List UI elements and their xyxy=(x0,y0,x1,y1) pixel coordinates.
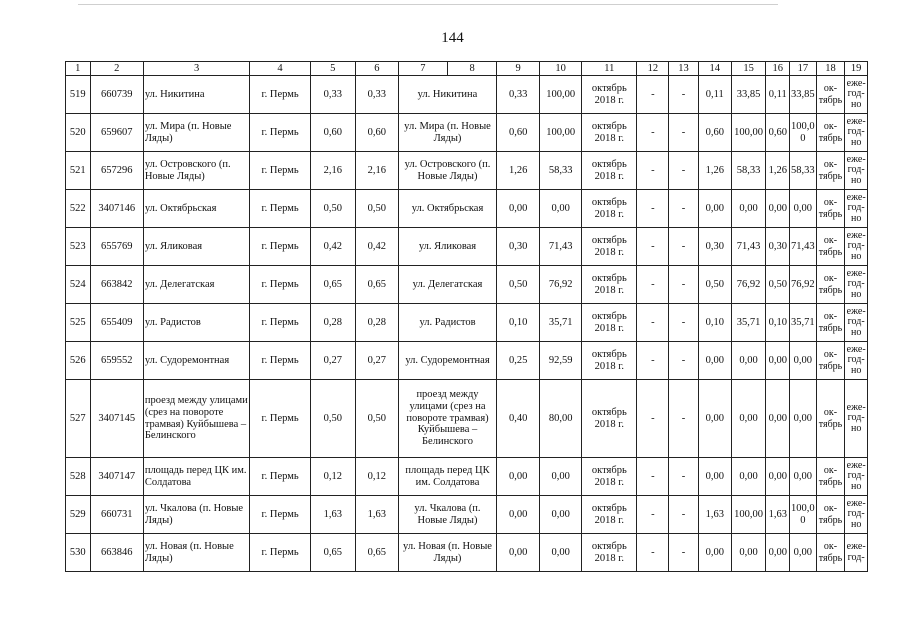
cell-c10: 0,00 xyxy=(540,496,582,534)
table-row xyxy=(66,152,868,190)
cell-c1: 519 xyxy=(66,76,91,114)
cell-c2: 655769 xyxy=(90,228,143,266)
cell-c15: 76,92 xyxy=(731,266,766,304)
cell-c4: г. Пермь xyxy=(250,114,310,152)
cell-c14: 0,00 xyxy=(698,380,731,458)
cell-c5: 0,60 xyxy=(310,114,355,152)
cell-c1: 521 xyxy=(66,152,91,190)
cell-c11: октябрь 2018 г. xyxy=(582,458,637,496)
cell-c15: 0,00 xyxy=(731,458,766,496)
cell-c3: ул. Чкалова (п. Новые Ляды) xyxy=(143,496,250,534)
cell-c3: ул. Новая (п. Новые Ляды) xyxy=(143,534,250,572)
cell-c17: 100,0 0 xyxy=(790,114,817,152)
cell-c4: г. Пермь xyxy=(250,266,310,304)
cell-c2: 663846 xyxy=(90,534,143,572)
cell-c2: 660731 xyxy=(90,496,143,534)
cell-c11: октябрь 2018 г. xyxy=(582,380,637,458)
header-cell-4: 4 xyxy=(250,62,310,76)
top-rule xyxy=(78,4,778,5)
cell-c9: 0,00 xyxy=(497,190,540,228)
cell-c12: - xyxy=(637,228,669,266)
table-row xyxy=(66,190,868,228)
table-row xyxy=(66,534,868,572)
cell-c10: 0,00 xyxy=(540,458,582,496)
table-header-row xyxy=(66,62,868,76)
cell-c17: 33,85 xyxy=(790,76,817,114)
cell-c2: 659552 xyxy=(90,342,143,380)
cell-c19: еже-год-но xyxy=(845,76,868,114)
cell-c3: ул. Делегатская xyxy=(143,266,250,304)
table-row xyxy=(66,304,868,342)
cell-c9: 0,00 xyxy=(497,534,540,572)
table-row xyxy=(66,342,868,380)
cell-c7: ул. Мира (п. Новые Ляды) xyxy=(398,114,496,152)
cell-c15: 0,00 xyxy=(731,342,766,380)
cell-c14: 0,50 xyxy=(698,266,731,304)
page-number: 144 xyxy=(441,30,464,46)
cell-c19: еже-год-но xyxy=(845,152,868,190)
cell-c13: - xyxy=(669,496,699,534)
cell-c13: - xyxy=(669,534,699,572)
cell-c1: 527 xyxy=(66,380,91,458)
cell-c6: 0,60 xyxy=(355,114,398,152)
cell-c11: октябрь 2018 г. xyxy=(582,76,637,114)
cell-c19: еже-год-но xyxy=(845,228,868,266)
table-row xyxy=(66,458,868,496)
cell-c3: ул. Островского (п. Новые Ляды) xyxy=(143,152,250,190)
cell-c1: 525 xyxy=(66,304,91,342)
cell-c6: 1,63 xyxy=(355,496,398,534)
cell-c15: 35,71 xyxy=(731,304,766,342)
cell-c16: 0,10 xyxy=(766,304,790,342)
cell-c10: 0,00 xyxy=(540,534,582,572)
cell-c10: 100,00 xyxy=(540,76,582,114)
cell-c12: - xyxy=(637,380,669,458)
cell-c19: еже-год-но xyxy=(845,266,868,304)
cell-c12: - xyxy=(637,76,669,114)
cell-c12: - xyxy=(637,534,669,572)
cell-c9: 0,30 xyxy=(497,228,540,266)
cell-c9: 0,40 xyxy=(497,380,540,458)
cell-c1: 529 xyxy=(66,496,91,534)
cell-c1: 520 xyxy=(66,114,91,152)
cell-c18: ок-тябрь xyxy=(816,190,845,228)
table-row xyxy=(66,228,868,266)
cell-c17: 0,00 xyxy=(790,190,817,228)
table-row xyxy=(66,114,868,152)
cell-c5: 0,42 xyxy=(310,228,355,266)
cell-c7: площадь перед ЦК им. Солдатова xyxy=(398,458,496,496)
cell-c16: 0,30 xyxy=(766,228,790,266)
cell-c6: 0,12 xyxy=(355,458,398,496)
cell-c17: 35,71 xyxy=(790,304,817,342)
cell-c15: 58,33 xyxy=(731,152,766,190)
cell-c16: 0,00 xyxy=(766,380,790,458)
header-cell-2: 2 xyxy=(90,62,143,76)
header-cell-9: 9 xyxy=(497,62,540,76)
cell-c14: 1,26 xyxy=(698,152,731,190)
cell-c9: 0,60 xyxy=(497,114,540,152)
cell-c5: 2,16 xyxy=(310,152,355,190)
cell-c12: - xyxy=(637,266,669,304)
cell-c19: еже-год-но xyxy=(845,496,868,534)
cell-c10: 71,43 xyxy=(540,228,582,266)
cell-c2: 659607 xyxy=(90,114,143,152)
cell-c14: 0,30 xyxy=(698,228,731,266)
cell-c15: 100,00 xyxy=(731,114,766,152)
cell-c17: 0,00 xyxy=(790,342,817,380)
cell-c6: 0,65 xyxy=(355,534,398,572)
cell-c14: 0,10 xyxy=(698,304,731,342)
cell-c13: - xyxy=(669,114,699,152)
header-cell-19: 19 xyxy=(845,62,868,76)
cell-c19: еже-год- xyxy=(845,534,868,572)
header-cell-1: 1 xyxy=(66,62,91,76)
cell-c1: 526 xyxy=(66,342,91,380)
cell-c4: г. Пермь xyxy=(250,380,310,458)
cell-c16: 1,26 xyxy=(766,152,790,190)
cell-c17: 0,00 xyxy=(790,380,817,458)
cell-c5: 0,27 xyxy=(310,342,355,380)
cell-c18: ок-тябрь xyxy=(816,458,845,496)
cell-c5: 0,65 xyxy=(310,534,355,572)
cell-c2: 657296 xyxy=(90,152,143,190)
cell-c15: 0,00 xyxy=(731,534,766,572)
cell-c10: 80,00 xyxy=(540,380,582,458)
table-row xyxy=(66,496,868,534)
cell-c16: 1,63 xyxy=(766,496,790,534)
cell-c19: еже-год-но xyxy=(845,190,868,228)
table-row xyxy=(66,380,868,458)
cell-c14: 0,00 xyxy=(698,190,731,228)
cell-c4: г. Пермь xyxy=(250,228,310,266)
cell-c17: 71,43 xyxy=(790,228,817,266)
cell-c1: 524 xyxy=(66,266,91,304)
cell-c7: ул. Яликовая xyxy=(398,228,496,266)
cell-c18: ок-тябрь xyxy=(816,152,845,190)
cell-c14: 0,00 xyxy=(698,458,731,496)
cell-c11: октябрь 2018 г. xyxy=(582,152,637,190)
cell-c5: 0,50 xyxy=(310,190,355,228)
cell-c14: 1,63 xyxy=(698,496,731,534)
cell-c13: - xyxy=(669,342,699,380)
cell-c6: 0,50 xyxy=(355,380,398,458)
header-cell-3: 3 xyxy=(143,62,250,76)
cell-c18: ок-тябрь xyxy=(816,342,845,380)
cell-c5: 0,65 xyxy=(310,266,355,304)
cell-c5: 0,28 xyxy=(310,304,355,342)
cell-c16: 0,00 xyxy=(766,190,790,228)
cell-c13: - xyxy=(669,152,699,190)
cell-c7: ул. Чкалова (п. Новые Ляды) xyxy=(398,496,496,534)
cell-c4: г. Пермь xyxy=(250,342,310,380)
cell-c16: 0,00 xyxy=(766,458,790,496)
cell-c7: ул. Октябрьская xyxy=(398,190,496,228)
cell-c16: 0,11 xyxy=(766,76,790,114)
cell-c19: еже-год-но xyxy=(845,114,868,152)
cell-c3: ул. Мира (п. Новые Ляды) xyxy=(143,114,250,152)
cell-c14: 0,00 xyxy=(698,534,731,572)
data-table xyxy=(65,61,868,572)
cell-c18: ок-тябрь xyxy=(816,266,845,304)
cell-c13: - xyxy=(669,190,699,228)
cell-c11: октябрь 2018 г. xyxy=(582,228,637,266)
cell-c10: 0,00 xyxy=(540,190,582,228)
cell-c6: 0,27 xyxy=(355,342,398,380)
cell-c12: - xyxy=(637,496,669,534)
cell-c13: - xyxy=(669,228,699,266)
header-cell-10: 10 xyxy=(540,62,582,76)
cell-c5: 0,50 xyxy=(310,380,355,458)
cell-c17: 0,00 xyxy=(790,458,817,496)
cell-c13: - xyxy=(669,380,699,458)
cell-c7: ул. Делегатская xyxy=(398,266,496,304)
table-row xyxy=(66,76,868,114)
cell-c10: 92,59 xyxy=(540,342,582,380)
cell-c10: 58,33 xyxy=(540,152,582,190)
cell-c9: 1,26 xyxy=(497,152,540,190)
header-cell-6: 6 xyxy=(355,62,398,76)
cell-c12: - xyxy=(637,304,669,342)
cell-c13: - xyxy=(669,266,699,304)
header-cell-7: 7 xyxy=(398,62,447,76)
cell-c17: 0,00 xyxy=(790,534,817,572)
cell-c11: октябрь 2018 г. xyxy=(582,304,637,342)
cell-c11: октябрь 2018 г. xyxy=(582,534,637,572)
cell-c13: - xyxy=(669,76,699,114)
cell-c11: октябрь 2018 г. xyxy=(582,114,637,152)
cell-c4: г. Пермь xyxy=(250,76,310,114)
cell-c1: 523 xyxy=(66,228,91,266)
cell-c19: еже-год-но xyxy=(845,380,868,458)
cell-c9: 0,00 xyxy=(497,496,540,534)
cell-c12: - xyxy=(637,342,669,380)
cell-c1: 530 xyxy=(66,534,91,572)
cell-c6: 0,28 xyxy=(355,304,398,342)
cell-c2: 655409 xyxy=(90,304,143,342)
cell-c4: г. Пермь xyxy=(250,152,310,190)
cell-c10: 76,92 xyxy=(540,266,582,304)
cell-c18: ок-тябрь xyxy=(816,496,845,534)
cell-c15: 71,43 xyxy=(731,228,766,266)
cell-c11: октябрь 2018 г. xyxy=(582,190,637,228)
cell-c2: 660739 xyxy=(90,76,143,114)
cell-c15: 100,00 xyxy=(731,496,766,534)
cell-c2: 3407147 xyxy=(90,458,143,496)
cell-c9: 0,00 xyxy=(497,458,540,496)
header-cell-8: 8 xyxy=(448,62,497,76)
cell-c6: 0,65 xyxy=(355,266,398,304)
cell-c3: ул. Никитина xyxy=(143,76,250,114)
cell-c9: 0,10 xyxy=(497,304,540,342)
header-cell-18: 18 xyxy=(816,62,845,76)
cell-c5: 0,33 xyxy=(310,76,355,114)
cell-c7: ул. Никитина xyxy=(398,76,496,114)
cell-c18: ок-тябрь xyxy=(816,76,845,114)
cell-c15: 0,00 xyxy=(731,190,766,228)
cell-c13: - xyxy=(669,304,699,342)
cell-c12: - xyxy=(637,458,669,496)
cell-c17: 76,92 xyxy=(790,266,817,304)
table-row xyxy=(66,266,868,304)
cell-c19: еже-год-но xyxy=(845,458,868,496)
cell-c4: г. Пермь xyxy=(250,190,310,228)
cell-c4: г. Пермь xyxy=(250,458,310,496)
cell-c16: 0,00 xyxy=(766,534,790,572)
cell-c3: ул. Яликовая xyxy=(143,228,250,266)
cell-c11: октябрь 2018 г. xyxy=(582,266,637,304)
header-cell-16: 16 xyxy=(766,62,790,76)
cell-c18: ок-тябрь xyxy=(816,304,845,342)
cell-c11: октябрь 2018 г. xyxy=(582,496,637,534)
cell-c18: ок-тябрь xyxy=(816,114,845,152)
cell-c16: 0,00 xyxy=(766,342,790,380)
cell-c9: 0,25 xyxy=(497,342,540,380)
cell-c1: 522 xyxy=(66,190,91,228)
cell-c15: 33,85 xyxy=(731,76,766,114)
cell-c10: 35,71 xyxy=(540,304,582,342)
cell-c9: 0,33 xyxy=(497,76,540,114)
cell-c5: 1,63 xyxy=(310,496,355,534)
cell-c2: 3407145 xyxy=(90,380,143,458)
cell-c15: 0,00 xyxy=(731,380,766,458)
cell-c14: 0,00 xyxy=(698,342,731,380)
cell-c9: 0,50 xyxy=(497,266,540,304)
cell-c17: 58,33 xyxy=(790,152,817,190)
cell-c12: - xyxy=(637,114,669,152)
cell-c6: 0,33 xyxy=(355,76,398,114)
cell-c7: ул. Новая (п. Новые Ляды) xyxy=(398,534,496,572)
cell-c16: 0,60 xyxy=(766,114,790,152)
header-cell-11: 11 xyxy=(582,62,637,76)
cell-c6: 2,16 xyxy=(355,152,398,190)
cell-c18: ок-тябрь xyxy=(816,380,845,458)
cell-c7: ул. Радистов xyxy=(398,304,496,342)
cell-c2: 3407146 xyxy=(90,190,143,228)
cell-c6: 0,50 xyxy=(355,190,398,228)
cell-c19: еже-год-но xyxy=(845,342,868,380)
cell-c17: 100,0 0 xyxy=(790,496,817,534)
cell-c3: ул. Радистов xyxy=(143,304,250,342)
cell-c5: 0,12 xyxy=(310,458,355,496)
cell-c14: 0,60 xyxy=(698,114,731,152)
cell-c10: 100,00 xyxy=(540,114,582,152)
cell-c11: октябрь 2018 г. xyxy=(582,342,637,380)
header-cell-17: 17 xyxy=(790,62,817,76)
header-cell-15: 15 xyxy=(731,62,766,76)
cell-c6: 0,42 xyxy=(355,228,398,266)
cell-c2: 663842 xyxy=(90,266,143,304)
cell-c14: 0,11 xyxy=(698,76,731,114)
cell-c19: еже-год-но xyxy=(845,304,868,342)
cell-c18: ок-тябрь xyxy=(816,534,845,572)
cell-c16: 0,50 xyxy=(766,266,790,304)
cell-c4: г. Пермь xyxy=(250,496,310,534)
header-cell-12: 12 xyxy=(637,62,669,76)
cell-c3: ул. Судоремонтная xyxy=(143,342,250,380)
header-cell-13: 13 xyxy=(669,62,699,76)
cell-c18: ок-тябрь xyxy=(816,228,845,266)
header-cell-5: 5 xyxy=(310,62,355,76)
cell-c1: 528 xyxy=(66,458,91,496)
cell-c7: ул. Островского (п. Новые Ляды) xyxy=(398,152,496,190)
cell-c7: проезд между улицами (срез на повороте трамвая) Куйбышева – Белинского xyxy=(398,380,496,458)
cell-c13: - xyxy=(669,458,699,496)
cell-c12: - xyxy=(637,190,669,228)
cell-c7: ул. Судоремонтная xyxy=(398,342,496,380)
cell-c4: г. Пермь xyxy=(250,304,310,342)
cell-c3: площадь перед ЦК им. Солдатова xyxy=(143,458,250,496)
cell-c12: - xyxy=(637,152,669,190)
cell-c4: г. Пермь xyxy=(250,534,310,572)
cell-c3: ул. Октябрьская xyxy=(143,190,250,228)
header-cell-14: 14 xyxy=(698,62,731,76)
cell-c3: проезд между улицами (срез на повороте трамвая) Куйбышева – Белинского xyxy=(143,380,250,458)
